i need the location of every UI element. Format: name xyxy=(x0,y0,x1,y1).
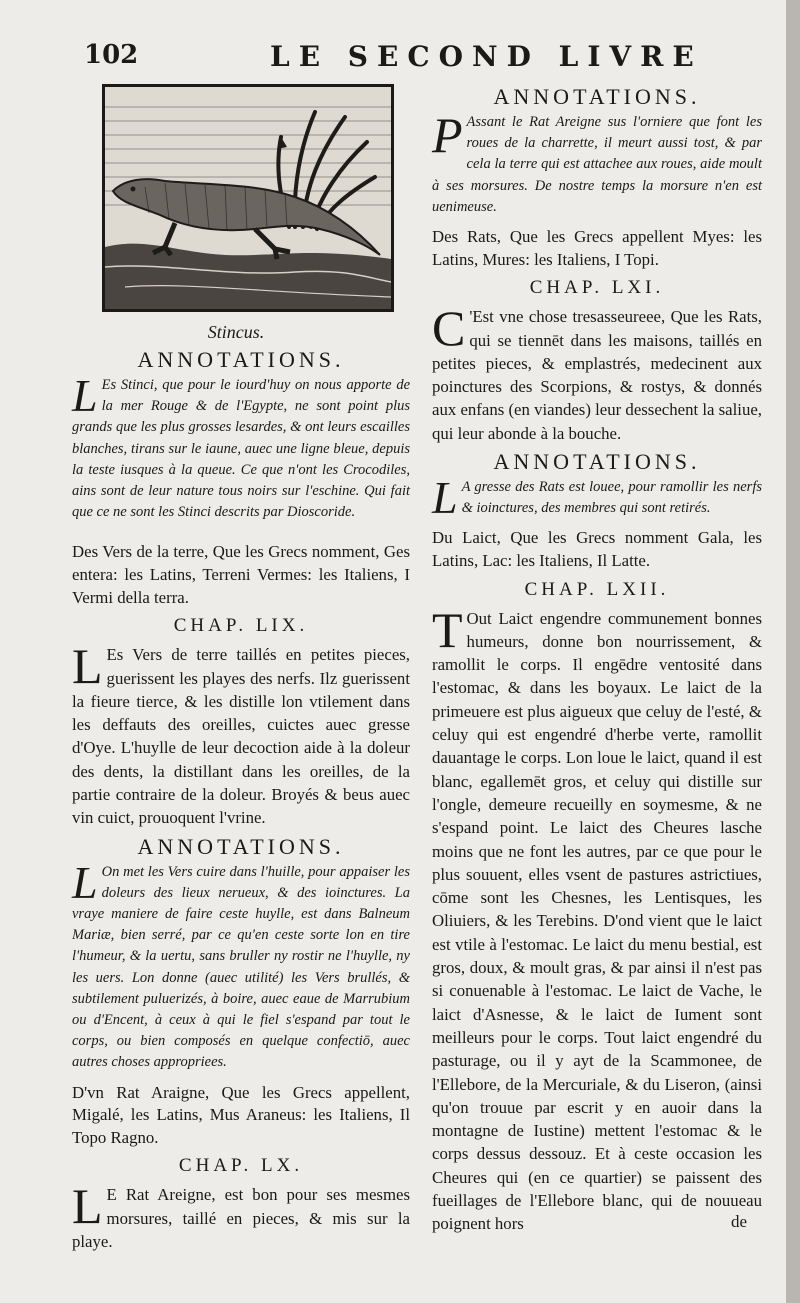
drop-cap: L xyxy=(72,856,98,908)
drop-cap: T xyxy=(432,601,463,658)
page-edge-shadow xyxy=(786,0,800,1303)
page-number: 102 xyxy=(84,40,139,70)
section-title-59: Des Vers de la terre, Que les Grecs nomment, Ges entera: les Latins, Terreni Vermes: les Italiens, I Vermi della terra. xyxy=(72,542,410,607)
annotations-heading-4: ANNOTATIONS. xyxy=(493,448,701,474)
annotation-paragraph-1: L Es Stinci, que pour le iourd'huy on nous apporte de la mer Rouge & de l'Egypte, ne sont point plus grands que les plus grosses lesardes, & ont leurs escailles blanches, tirans sur le iaune, auec une ligne bleue, depuis la teste iusques à la queue. Ce que n'ont les Crocodiles, ains sont de leur nature tous noirs sur l'eschine. Qui fait que ce ne sont les Stinci descrits par Dioscoride. xyxy=(72,370,410,521)
chapter-heading-62: CHAP. LXII. xyxy=(524,578,670,600)
drop-cap: L xyxy=(72,638,103,695)
catchword: de xyxy=(731,1212,748,1231)
running-header xyxy=(0,36,786,80)
right-column xyxy=(432,80,762,1236)
chapter-heading-60: CHAP. LX. xyxy=(178,1155,304,1177)
stincus-woodcut-figure xyxy=(102,84,394,312)
annotations-heading-3: ANNOTATIONS. xyxy=(493,84,701,109)
drop-cap: L xyxy=(72,1178,103,1235)
section-title-62: Du Laict, Que les Grecs nomment Gala, les Latins, Lac: les Italiens, Il Latte. xyxy=(432,528,762,570)
chapter-heading-61: CHAP. LXI. xyxy=(529,277,665,299)
chapter-text-60: L E Rat Areigne, est bon pour ses mesmes morsures, taillé en pieces, & mis sur la playe. xyxy=(72,1178,410,1251)
lizard-illustration xyxy=(105,87,391,309)
chapter-text-59: L Es Vers de terre taillés en petites pieces, guerissent les playes des nerfs. Ilz guerissent la fieure tierce, & les distille lon vtilement dans les deffauts des oreilles, cuictes auec gresse d'Oye. L'huylle de leur decoction aide à la doleur des dents, la distillant dans les oreilles, de la partie contraire de la doleur. Broyés & beus auec vin cuict, prouoquent l'vrine. xyxy=(72,638,410,828)
figure-caption: Stincus. xyxy=(207,322,265,342)
running-title: LE SECOND LIVRE xyxy=(270,40,703,73)
drop-cap: C xyxy=(432,300,466,357)
annotation-paragraph-4: L A gresse des Rats est louee, pour ramollir les nerfs & ioinctures, des membres qui sont retirés. xyxy=(432,471,762,523)
annotation-paragraph-2: L On met les Vers cuire dans l'huille, pour appaiser les doleurs des lieux nerueux, & des ioinctures. La vraye maniere de faire ceste huylle, est dans Balneum Mariæ, bien serré, par ce qu'en ceste sorte lon en tire l'humeur, & la uertu, sans bruller ny rostir ne l'huylle, ny les uers. Lon donne (auec utilité) les Vers brullés, & subtilement puluerizés, à boire, auec eaue de Marrubium ou d'Encent, à ceux à qui le fiel s'espand par tout le corps, ou bien composés en quelque confectiō, auec autres choses appropriees. xyxy=(72,856,410,1071)
drop-cap: L xyxy=(432,471,458,523)
chapter-heading-59: CHAP. LIX. xyxy=(173,615,309,637)
annotation-paragraph-3: P Assant le Rat Areigne sus l'orniere que font les roues de la charrette, il meurt aussi tost, & par cela la terre qui est attachee aux roues, aide moult à ses morsures. De nostre temps la morsure n'en est uenimeuse. xyxy=(432,107,762,215)
chapter-text-61: C 'Est vne chose tresasseureee, Que les Rats, qui se tiennēt dans les maisons, taillés en petites pieces, & emplastrés, medecinent aux poinctures des Scorpions, & rostys, & donnés aux enfans (en viandes) leur dessechent la saliue, qui leur abonde à la bouche. xyxy=(432,300,762,443)
drop-cap: P xyxy=(432,107,463,163)
section-title-60: D'vn Rat Araigne, Que les Grecs appellent, Migalé, les Latins, Mus Araneus: les Italiens, Il Topo Ragno. xyxy=(72,1082,410,1147)
section-title-61: Des Rats, Que les Grecs appellent Myes: les Latins, Mures: les Italiens, I Topi. xyxy=(432,227,762,269)
left-column xyxy=(72,80,410,1253)
annotations-heading-2: ANNOTATIONS. xyxy=(137,833,345,859)
drop-cap: L xyxy=(72,370,98,421)
chapter-text-62: T Out Laict engendre communement bonnes humeurs, donne bon nourrissement, & ramollit le corps. Il engēdre ventosité dans l'estomac, & dans les boyaux. Le laict de la primeuere est plus aigueux que celuy de l'esté, & celuy qui est engendré d'herbe verte, ramollit dauantage le corps. Lon loue le laict, quand il est blanc, egallemēt gros, et celuy qui distille sur l'ongle, demeure recueilly en soymesme, & ne s'espand point. Le laict des Cheures lasche moins que ne font les autres, par ce que pour le plus souuent, elles vsent de pastures astrictiues, cōme sont les Chesnes, les Lentisques, les Oliuiers, & les Terebins. D'ond vient que le laict est vtile à l'estomac. Le laict du menu bestial, est gros, doux, & moult gras, & par ainsi il n'est pas si conuenable à l'estomac. Le laict de Vache, le laict d'Asnesse, & le laict de Iument sont meilleurs pour le corps. Tout laict engendré du pasturage, ou il y ayt de la Scammonee, de l'Ellebore, de la Mercuriale, & du Liseron, (ainsi qu'on trouue par escrit y en auoir dans la montagne de Iustine) mettent l'estomac & le corps dessus dessouz. Et à ceste occasion les Cheures qui (en ce quartier) se paissent des fueillages de l'Ellebore blanc, qui de nouueau poignent hors xyxy=(432,601,762,1234)
annotations-heading-1: ANNOTATIONS. xyxy=(137,347,345,372)
